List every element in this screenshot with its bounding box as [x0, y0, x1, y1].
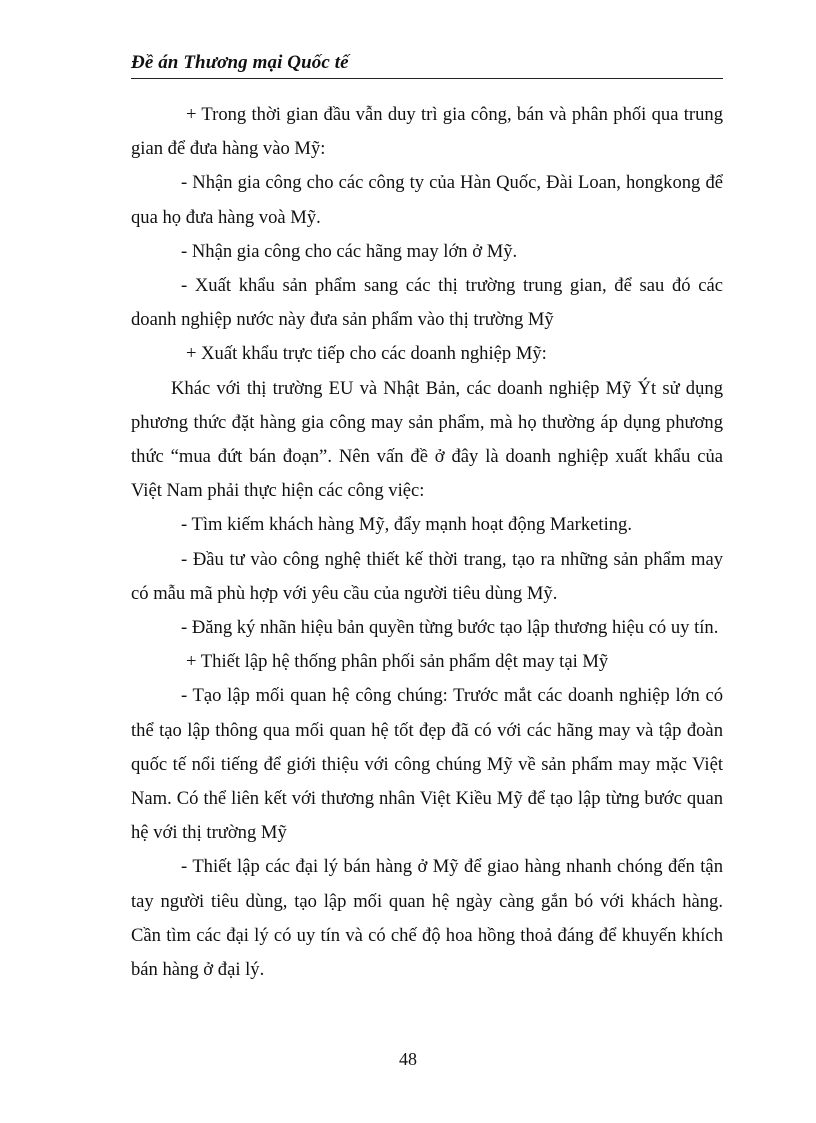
paragraph-trade-intermediary: + Trong thời gian đầu vẫn duy trì gia công, bán và phân phối qua trung gian để đưa hàng vào Mỹ: — [131, 104, 723, 160]
paragraph-distribution-system: + Thiết lập hệ thống phân phối sản phẩm dệt may tại Mỹ — [186, 651, 609, 673]
paragraph-outsourcing-asian-firms: - Nhận gia công cho các công ty của Hàn Quốc, Đài Loan, hongkong để qua họ đưa hàng voà Mỹ. — [131, 172, 723, 228]
paragraph-public-relations: - Tạo lập mối quan hệ công chúng: Trước mắt các doanh nghiệp lớn có thể tạo lập thông qua mối quan hệ tốt đẹp đã có với các hãng may và tập đoàn quốc tế nổi tiếng để giới thiệu với công chúng Mỹ về sản phẩm may mặc Việt Nam. Có thể liên kết với thương nhân Việt Kiều Mỹ để tạo lập từng bước quan hệ với thị trường Mỹ — [131, 685, 723, 844]
page-header — [131, 50, 723, 79]
document-body — [131, 98, 723, 987]
paragraph-outsourcing-us-firms: - Nhận gia công cho các hãng may lớn ở Mỹ. — [181, 240, 518, 262]
paragraph-fashion-design-investment: - Đầu tư vào công nghệ thiết kế thời trang, tạo ra những sản phẩm may có mẫu mã phù hợp với yêu cầu của người tiêu dùng Mỹ. — [131, 548, 723, 604]
document-title: Đề án Thương mại Quốc tế — [131, 52, 349, 73]
paragraph-trademark-registration: - Đăng ký nhãn hiệu bản quyền từng bước tạo lập thương hiệu có uy tín. — [181, 617, 719, 639]
paragraph-us-buying-method: Khác với thị trường EU và Nhật Bản, các doanh nghiệp Mỹ Ýt sử dụng phương thức đặt hàng gia công may sản phẩm, mà họ thường áp dụng phương thức “mua đứt bán đoạn”. Nên vấn đề ở đây là doanh nghiệp xuất khẩu của Việt Nam phải thực hiện các công việc: — [131, 377, 723, 502]
paragraph-sales-agents: - Thiết lập các đại lý bán hàng ở Mỹ để giao hàng nhanh chóng đến tận tay người tiêu dùng, tạo lập mối quan hệ ngày càng gắn bó với khách hàng. Cần tìm các đại lý có uy tín và có chế độ hoa hồng thoả đáng để khuyến khích bán hàng ở đại lý. — [131, 856, 723, 981]
paragraph-find-customers: - Tìm kiếm khách hàng Mỹ, đẩy mạnh hoạt động Marketing. — [181, 514, 632, 536]
paragraph-direct-export: + Xuất khẩu trực tiếp cho các doanh nghiệp Mỹ: — [186, 343, 547, 365]
page-number: 48 — [399, 1049, 417, 1069]
paragraph-export-intermediary-markets: - Xuất khẩu sản phẩm sang các thị trường trung gian, để sau đó các doanh nghiệp nước này đưa sản phẩm vào thị trường Mỹ — [131, 275, 723, 331]
